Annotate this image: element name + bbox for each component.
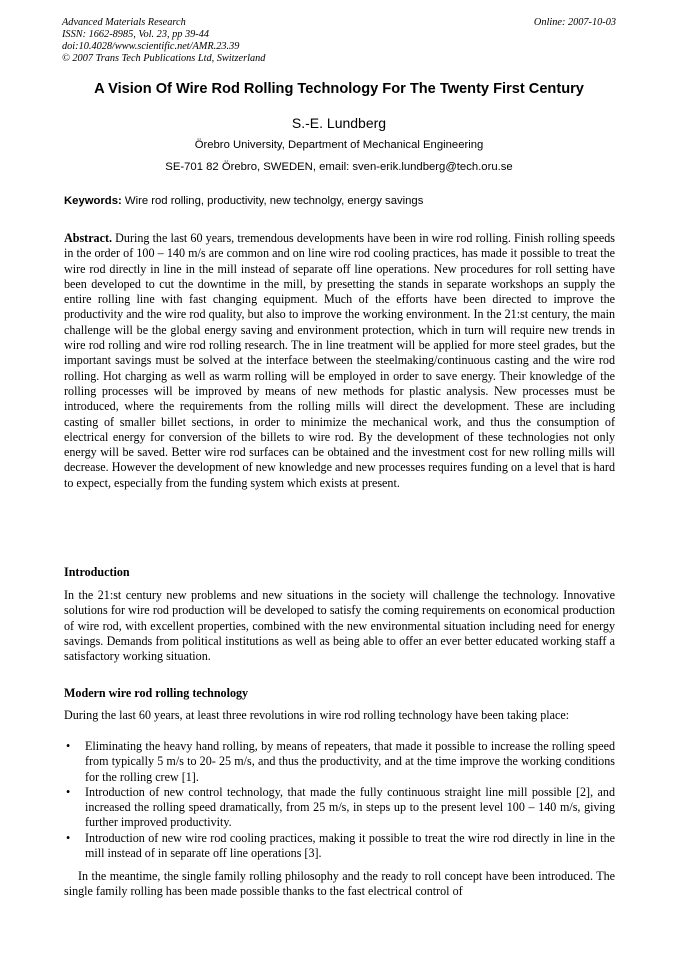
issn-line: ISSN: 1662-8985, Vol. 23, pp 39-44 bbox=[62, 29, 210, 40]
abstract bbox=[64, 231, 615, 491]
keywords bbox=[64, 194, 624, 208]
modern-technology-heading: Modern wire rod rolling technology bbox=[64, 686, 249, 700]
list-item-text: Introduction of new control technology, that made the fully continuous straight line mill possible [2], and increased the rolling speed dramatically, from 25 m/s, in steps up to the present level 100 – 140 m/s, giving further improved productivity. bbox=[85, 784, 615, 830]
copyright-line: © 2007 Trans Tech Publications Ltd, Switzerland bbox=[62, 53, 266, 64]
modern-technology-intro: During the last 60 years, at least three revolutions in wire rod rolling technology have been taking place: bbox=[64, 708, 570, 722]
bullet-icon: • bbox=[66, 784, 71, 799]
revolutions-list bbox=[64, 739, 615, 861]
abstract-text: During the last 60 years, tremendous developments have been in wire rod rolling. Finish rolling speeds in the order of 100 – 140 m/s are common and on line wire rod cooling practices, has made it possible to treat the wire rod directly in line in the mill instead of separate off line operations. New procedures for roll setting have been developed to cut the downtime in the mill, by presetting the stands in separate workshops an supply the entire rolling line with fast changing equipment. Much of the efforts have been directed to improve the productivity and the wire rod quality, but also to improve the working environment. In the 21:st century, the main challenge will be the global energy saving and environment protection, which in turn will require new trends in wire rod rolling and wire rod rolling research. The in line treatment will be applied for more steel grades, but the important savings must be solved at the interface between the steelmaking/continuous casting and the wire rod rolling. Hot charging as well as warm rolling will be employed in order to save energy. Their knowledge of the rolling processes will be improved by means of new methods for plastic analysis. New processes must be introduced, where the requirements from the rolling mills will direct the development. These are including casting of smaller billet sections, in order to minimize the mechanical work, and thus the consumption of electrical energy for conversion of the billets to wire rod. By the development of these technologies not only energy will be saved. Better wire rod surfaces can be obtained and the investment cost for new rolling mills will decrease. However the development of new knowledge and new processes requires funding on a level that is hard to expect, especially from the funding system which exists at present. bbox=[64, 231, 615, 490]
bullet-icon: • bbox=[66, 830, 71, 845]
paper-title: A Vision Of Wire Rod Rolling Technology For The Twenty First Century bbox=[94, 81, 584, 97]
affiliation: Örebro University, Department of Mechanical Engineering bbox=[194, 139, 484, 151]
closing-paragraph: In the meantime, the single family rolling philosophy and the ready to roll concept have been introduced. The single family rolling has been made possible thanks to the fast electrical control of bbox=[64, 869, 615, 899]
introduction-text: In the 21:st century new problems and new situations in the society will challenge the technology. Innovative solutions for wire rod production will be developed to satisfy the coming requirements on economical production of wire rod, with excellent properties, combined with the new environmental situation including need for energy savings. Demands from political institutions as well as being able to offer an ever better educated working staff a satisfactory working situation. bbox=[64, 588, 615, 664]
keywords-label: Keywords: bbox=[64, 195, 122, 207]
online-date: Online: 2007-10-03 bbox=[533, 17, 616, 28]
author-name: S.-E. Lundberg bbox=[291, 115, 387, 131]
list-item-text: Eliminating the heavy hand rolling, by means of repeaters, that made it possible to increase the rolling speed from typically 5 m/s to 20- 25 m/s, and thus the productivity, and at the time improve the working conditions for the rolling crew [1]. bbox=[85, 739, 615, 784]
journal-name: Advanced Materials Research bbox=[62, 17, 186, 28]
bullet-icon: • bbox=[66, 739, 71, 753]
publication-info bbox=[62, 17, 616, 65]
list-item bbox=[64, 739, 615, 785]
introduction-heading: Introduction bbox=[64, 565, 130, 579]
list-item bbox=[64, 831, 615, 862]
keywords-text: Wire rod rolling, productivity, new technolgy, energy savings bbox=[124, 195, 424, 207]
list-item-text: Introduction of new wire rod cooling practices, making it possible to treat the wire rod directly in line in the mill instead of in separate off line operations [3]. bbox=[85, 830, 615, 861]
list-item bbox=[64, 785, 615, 831]
doi-line: doi:10.4028/www.scientific.net/AMR.23.39 bbox=[62, 41, 240, 52]
address-email: SE-701 82 Örebro, SWEDEN, email: sven-erik.lundberg@tech.oru.se bbox=[165, 161, 513, 173]
abstract-label: Abstract. bbox=[64, 231, 113, 245]
running-header bbox=[62, 17, 616, 65]
